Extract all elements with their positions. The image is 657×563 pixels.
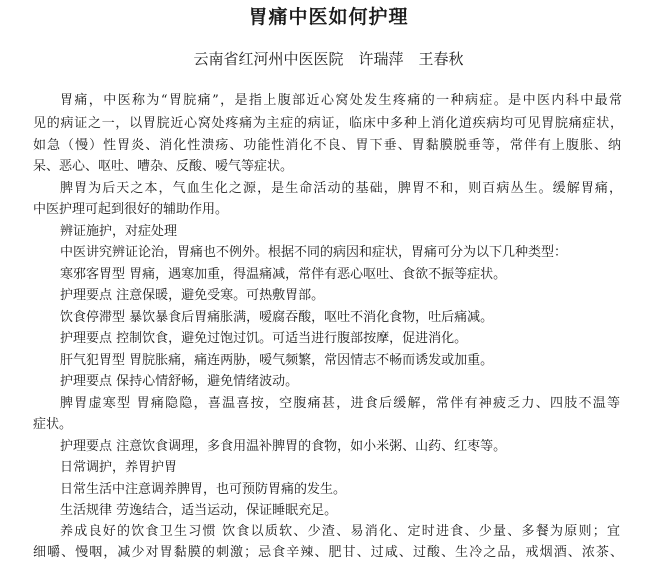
body-line: 细嚼、慢咽，减少对胃黏膜的刺激；忌食辛辣、肥甘、过咸、过酸、生冷之品，戒烟酒、浓茶、 bbox=[33, 545, 623, 560]
body-line: 护理要点 注意保暖，避免受寒。可热敷胃部。 bbox=[60, 288, 325, 303]
body-line: 寒邪客胃型 胃痛，遇寒加重，得温痛减，常伴有恶心呕吐、食欲不振等症状。 bbox=[60, 267, 507, 282]
section-heading: 日常调护，养胃护胃 bbox=[60, 460, 178, 475]
body-line: 日常生活中注意调养脾胃，也可预防胃痛的发生。 bbox=[60, 482, 347, 497]
article-title: 胃痛中医如何护理 bbox=[248, 6, 409, 28]
body-line: 如急（慢）性胃炎、消化性溃疡、功能性消化不良、胃下垂、胃黏膜脱垂等，常伴有上腹胀、纳 bbox=[33, 138, 621, 153]
body-line: 脾胃虚寒型 胃痛隐隐，喜温喜按，空腹痛甚，进食后缓解，常伴有神疲乏力、四肢不温等 bbox=[60, 396, 620, 411]
body-line: 肝气犯胃型 胃脘胀痛，痛连两胁，嗳气频繁，常因情志不畅而诱发或加重。 bbox=[60, 353, 494, 368]
body-line: 护理要点 注意饮食调理，多食用温补脾胃的食物，如小米粥、山药、红枣等。 bbox=[60, 439, 507, 454]
body-line: 见的病证之一，以胃脘近心窝处疼痛为主症的病证，临床中多种上消化道疾病均可见胃脘痛症状， bbox=[33, 116, 623, 131]
section-heading: 辨证施护，对症处理 bbox=[60, 224, 178, 239]
article-author: 云南省红河州中医医院 许瑞萍 王春秋 bbox=[193, 50, 464, 68]
body-line: 呆、恶心、呕吐、嘈杂、反酸、嗳气等症状。 bbox=[33, 159, 294, 174]
body-line: 中医护理可起到很好的辅助作用。 bbox=[33, 202, 229, 217]
body-line: 养成良好的饮食卫生习惯 饮食以质软、少渣、易消化、定时进食、少量、多餐为原则；宜 bbox=[60, 524, 620, 539]
body-line: 生活规律 劳逸结合，适当运动，保证睡眠充足。 bbox=[60, 503, 338, 518]
body-line: 脾胃为后天之本，气血生化之源，是生命活动的基础，脾胃不和，则百病丛生。缓解胃痛， bbox=[60, 181, 622, 196]
body-line: 护理要点 控制饮食，避免过饱过饥。可适当进行腹部按摩，促进消化。 bbox=[60, 331, 468, 346]
body-line: 饮食停滞型 暴饮暴食后胃痛胀满，嗳腐吞酸，呕吐不消化食物，吐后痛减。 bbox=[60, 310, 494, 325]
body-line: 护理要点 保持心情舒畅，避免情绪波动。 bbox=[60, 374, 299, 389]
body-line: 中医讲究辨证论治，胃痛也不例外。根据不同的病因和症状，胃痛可分为以下几种类型： bbox=[60, 245, 568, 260]
body-line: 症状。 bbox=[33, 417, 73, 432]
body-line: 胃痛，中医称为“胃脘痛”，是指上腹部近心窝处发生疼痛的一种病症。是中医内科中最常 bbox=[60, 93, 622, 108]
